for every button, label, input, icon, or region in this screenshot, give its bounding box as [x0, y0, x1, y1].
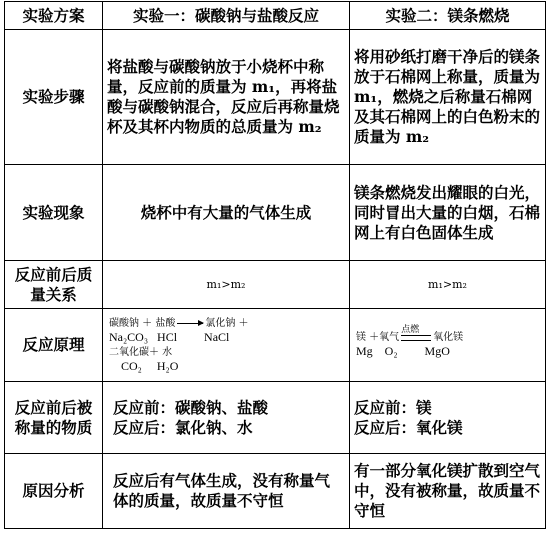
- equation-line-1: [109, 318, 343, 344]
- row-steps: [5, 30, 546, 165]
- analysis-exp2: 有一部分氧化镁扩散到空气中，没有被称量，故质量不守恒: [350, 454, 546, 529]
- label-phenomenon: 实验现象: [5, 165, 103, 261]
- label-mass-relation: 反应前后质量关系: [5, 261, 103, 309]
- header-scheme: 实验方案: [5, 2, 103, 30]
- weighed-exp2-after: 反应后：氧化镁: [354, 417, 463, 437]
- weighed-exp1-after: 反应后：氯化钠、水: [113, 417, 253, 437]
- eq2-names-a: 镁 ＋氧气: [356, 332, 400, 343]
- row-phenomenon: [5, 165, 546, 261]
- header-experiment-1: 实验一：碳酸钠与盐酸反应: [103, 2, 350, 30]
- mass-relation-exp2: m₁>m₂: [350, 261, 546, 309]
- label-weighed: 反应前后被称量的物质: [5, 382, 103, 454]
- double-line-arrow-icon: [401, 324, 431, 341]
- row-principle: [5, 309, 546, 382]
- analysis-exp1: 反应后有气体生成，没有称量气体的质量，故质量不守恒: [103, 454, 350, 529]
- steps-exp1: 将盐酸与碳酸钠放于小烧杯中称量，反应前的质量为 m₁，再将盐酸与碳酸钠混合，反应后再称量烧杯及其杯内物质的总质量为 m₂: [103, 30, 350, 165]
- equation-mg: [356, 324, 539, 358]
- eq2-formula-a: Mg O₂: [356, 344, 398, 358]
- header-row: [5, 2, 546, 30]
- experiment-comparison-table: [4, 1, 546, 529]
- weighed-exp1-before: 反应前：碳酸钠、盐酸: [113, 397, 269, 417]
- weighed-exp2: [350, 382, 546, 454]
- eq1-names-a: 碳酸钠 ＋ 盐酸: [109, 317, 176, 329]
- eq1-formula-a: Na₂CO₃ HCl: [109, 329, 178, 344]
- phenomenon-exp2: 镁条燃烧发出耀眼的白光，同时冒出大量的白烟，石棉网上有白色固体生成: [350, 165, 546, 261]
- row-analysis: [5, 454, 546, 529]
- eq1-formula-b: NaCl: [204, 329, 230, 344]
- principle-exp2: [350, 309, 546, 382]
- steps-exp2: 将用砂纸打磨干净后的镁条放于石棉网上称量，质量为 m₁，燃烧之后称量石棉网及其石棉网上的白色粉末的质量为 m₂: [350, 30, 546, 165]
- eq1-formula-line2: CO₂ H₂O: [121, 358, 179, 373]
- eq2-names-b: 氧化镁: [433, 332, 464, 343]
- weighed-exp1: [103, 382, 350, 454]
- label-principle: 反应原理: [5, 309, 103, 382]
- header-experiment-2: 实验二：镁条燃烧: [350, 2, 546, 30]
- reaction-arrow-icon: [177, 323, 203, 324]
- eq1-names-b: 氯化钠 ＋: [205, 317, 249, 329]
- label-analysis: 原因分析: [5, 454, 103, 529]
- phenomenon-exp1: 烧杯中有大量的气体生成: [103, 165, 350, 261]
- row-weighed: [5, 382, 546, 454]
- label-steps: 实验步骤: [5, 30, 103, 165]
- row-mass-relation: [5, 261, 546, 309]
- equation-line-2: [109, 347, 343, 373]
- eq2-formula-b: MgO: [424, 344, 450, 358]
- principle-exp1: [103, 309, 350, 382]
- weighed-exp2-before: 反应前：镁: [354, 397, 432, 417]
- eq1-names-line2: 二氧化碳＋ 水: [109, 346, 173, 358]
- mass-relation-exp1: m₁>m₂: [103, 261, 350, 309]
- condition-label: 点燃: [401, 324, 420, 335]
